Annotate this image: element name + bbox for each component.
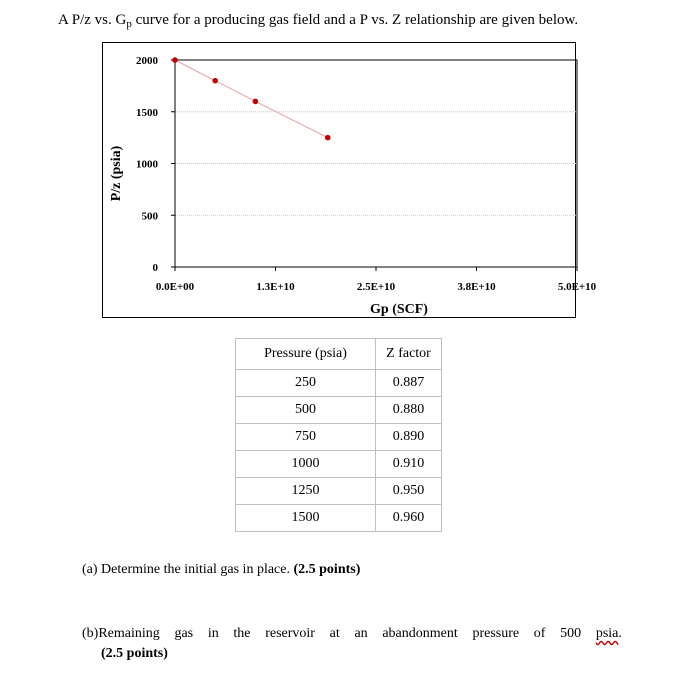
- pressure-cell: 250: [236, 370, 376, 397]
- x-tick-labels: [156, 281, 597, 293]
- question-b-word: 500: [560, 626, 582, 641]
- question-b-word: gas: [174, 626, 194, 641]
- question-b-last-word: psia.: [595, 626, 622, 641]
- x-tick-label: 2.5E+10: [356, 281, 396, 293]
- table-row: [236, 451, 442, 478]
- question-b: [82, 624, 622, 664]
- pressure-cell: 1000: [236, 451, 376, 478]
- y-axis-title: P/z (psia): [109, 145, 124, 202]
- question-a: [82, 562, 360, 578]
- z-factor-cell: 0.910: [376, 451, 442, 478]
- table-row: [236, 424, 442, 451]
- question-b-word: an: [354, 626, 368, 641]
- y-tick-label: 1000: [136, 158, 158, 171]
- question-b-word: the: [233, 626, 251, 641]
- intro-subscript: p: [126, 18, 132, 30]
- question-b-word: in: [207, 626, 219, 641]
- data-point: [212, 78, 218, 84]
- table-row: [236, 370, 442, 397]
- question-b-word: of: [533, 626, 546, 641]
- question-b-label: (b)Remaining: [82, 626, 160, 641]
- y-tick-label: 1500: [136, 106, 158, 119]
- pressure-z-table: [235, 338, 442, 532]
- table-row: [236, 478, 442, 505]
- y-tick-labels: [136, 55, 159, 274]
- table-row: [236, 397, 442, 424]
- z-factor-cell: 0.950: [376, 478, 442, 505]
- table-header-row: [236, 339, 442, 370]
- x-tick-label: 1.3E+10: [256, 281, 295, 293]
- x-tick-label: 0.0E+00: [155, 281, 195, 293]
- intro-text: A P/z vs. $G_p$ curve for a producing gas field and a P vs. Z relationship are given below.: [58, 12, 579, 30]
- y-tick-label: 2000: [136, 55, 158, 67]
- table-row: [236, 505, 442, 532]
- question-a-text: (a) Determine the initial gas in place.: [82, 562, 294, 577]
- data-point: [325, 135, 331, 141]
- z-factor-cell: 0.887: [376, 370, 442, 397]
- z-factor-cell: 0.880: [376, 397, 442, 424]
- question-b-word: pressure: [472, 626, 520, 641]
- series-pz: [172, 57, 330, 140]
- question-b-word: reservoir: [265, 626, 315, 641]
- z-factor-cell: 0.960: [376, 505, 442, 532]
- gridlines: [175, 112, 577, 216]
- pressure-cell: 750: [236, 424, 376, 451]
- question-a-points: (2.5 points): [293, 562, 361, 577]
- pz-chart: [102, 42, 597, 318]
- pressure-cell: 1500: [236, 505, 376, 532]
- x-tick-label: 5.0E+10: [557, 281, 597, 293]
- data-point: [253, 99, 259, 105]
- series-line: [175, 60, 328, 138]
- pressure-cell: 1250: [236, 478, 376, 505]
- axes: [171, 60, 577, 271]
- question-b-word: at: [329, 626, 340, 641]
- y-tick-label: 500: [141, 210, 158, 223]
- spellcheck-underline: psia: [595, 626, 619, 641]
- z-factor-cell: 0.890: [376, 424, 442, 451]
- question-b-word: abandonment: [382, 626, 458, 641]
- pz-chart-svg: [103, 43, 597, 319]
- question-b-line: [82, 624, 622, 644]
- header-z-factor: Z factor: [376, 339, 442, 370]
- pressure-cell: 500: [236, 397, 376, 424]
- x-axis-title: Gp (SCF): [370, 302, 428, 317]
- data-point: [172, 57, 178, 63]
- header-pressure: Pressure (psia): [236, 339, 376, 370]
- x-tick-label: 3.8E+10: [457, 281, 496, 293]
- question-b-points: (2.5 points): [101, 646, 168, 661]
- y-tick-label: 0: [152, 262, 158, 274]
